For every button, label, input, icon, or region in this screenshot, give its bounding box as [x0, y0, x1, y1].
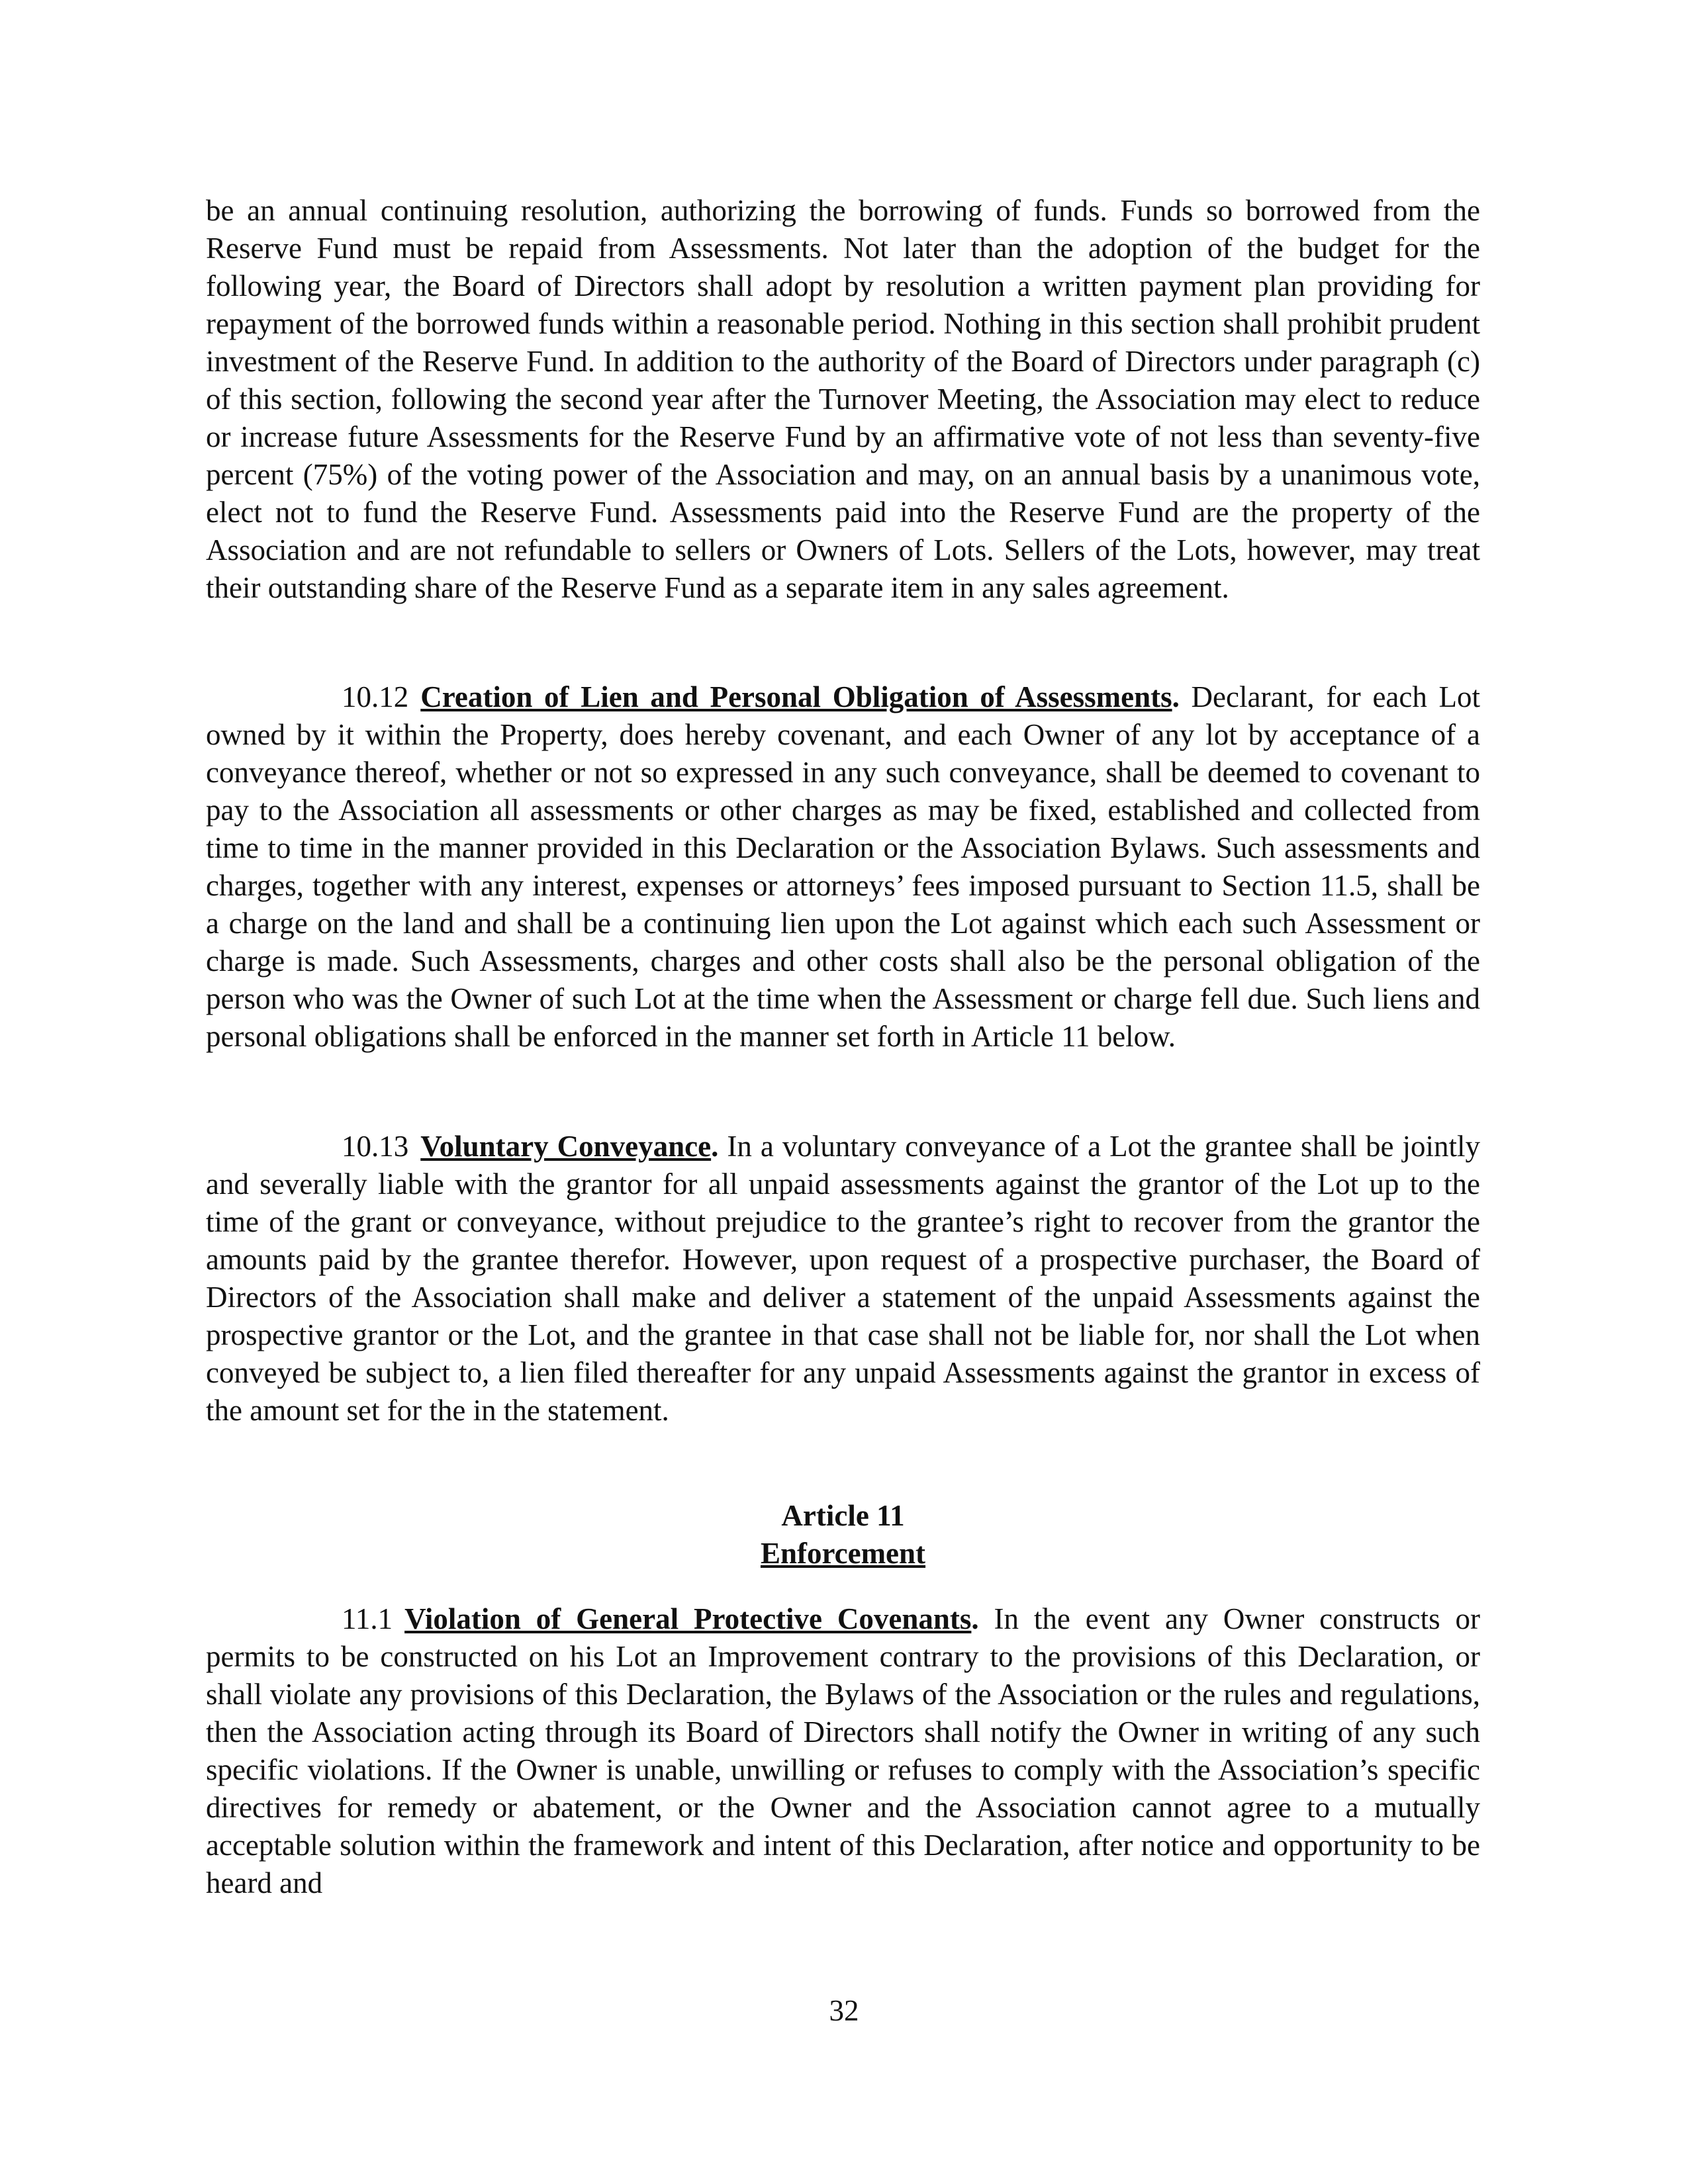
section-heading: Creation of Lien and Personal Obligation of Assessments [420, 680, 1172, 713]
heading-period: . [711, 1130, 719, 1163]
section-number: 11.1 [342, 1602, 393, 1635]
article-subtitle: Enforcement [760, 1537, 926, 1570]
section-body: In a voluntary conveyance of a Lot the grantee shall be jointly and severally liable with the grantor for all unpaid assessments against the grantor of the Lot up to the time of the grant or conveyance, without prejudice to the grantee’s right to recover from the grantor the amounts paid by the grantee therefor. However, upon request of a prospective purchaser, the Board of Directors of the Association shall make and deliver a statement of the unpaid Assessments against the prospective grantor or the Lot, and the grantee in that case shall not be liable for, nor shall the Lot when conveyed be subject to, a lien filed thereafter for any unpaid Assessments against the grantor in excess of the amount set for the in the statement. [206, 1130, 1481, 1427]
section-10-12 [206, 678, 1480, 1056]
page-number: 32 [829, 1994, 859, 2027]
section-body: In the event any Owner constructs or permits to be constructed on his Lot an Improvement contrary to the provisions of this Declaration, or shall violate any provisions of this Declaration, the Bylaws of the Association or the rules and regulations, then the Association acting through its Board of Directors shall notify the Owner in writing of any such specific violations. If the Owner is unable, unwilling or refuses to comply with the Association’s specific directives for remedy or abatement, or the Owner and the Association cannot agree to a mutually acceptable solution within the framework and intent of this Declaration, after notice and opportunity to be heard and [206, 1602, 1480, 1899]
section-10-13 [206, 1128, 1480, 1430]
article-title: Article 11 [781, 1499, 905, 1532]
section-number: 10.13 [342, 1130, 409, 1163]
heading-period: . [1172, 680, 1180, 713]
section-heading: Voluntary Conveyance [420, 1130, 712, 1163]
heading-period: . [971, 1602, 979, 1635]
article-heading [206, 1497, 1480, 1572]
section-number: 10.12 [342, 680, 409, 713]
section-body: Declarant, for each Lot owned by it within the Property, does hereby covenant, and each Owner of any lot by acceptance of a conveyance thereof, whether or not so expressed in any such conveyance, shall be deemed to covenant to pay to the Association all assessments or other charges as may be fixed, established and collected from time to time in the manner provided in this Declaration or the Association Bylaws. Such assessments and charges, together with any interest, expenses or attorneys’ fees imposed pursuant to Section 11.5, shall be a charge on the land and shall be a continuing lien upon the Lot against which each such Assessment or charge is made. Such Assessments, charges and other costs shall also be the personal obligation of the person who was the Owner of such Lot at the time when the Assessment or charge fell due. Such liens and personal obligations shall be enforced in the manner set forth in Article 11 below. [206, 680, 1481, 1053]
continuation-paragraph: be an annual continuing resolution, authorizing the borrowing of funds. Funds so borrowed from the Reserve Fund must be repaid from Assessments. Not later than the adoption of the budget for the following year, the Board of Directors shall adopt by resolution a written payment plan providing for repayment of the borrowed funds within a reasonable period. Nothing in this section shall prohibit prudent investment of the Reserve Fund. In addition to the authority of the Board of Directors under paragraph (c) of this section, following the second year after the Turnover Meeting, the Association may elect to reduce or increase future Assessments for the Reserve Fund by an affirmative vote of not less than seventy-five percent (75%) of the voting power of the Association and may, on an annual basis by a unanimous vote, elect not to fund the Reserve Fund. Assessments paid into the Reserve Fund are the property of the Association and are not refundable to sellers or Owners of Lots. Sellers of the Lots, however, may treat their outstanding share of the Reserve Fund as a separate item in any sales agreement. [206, 194, 1480, 604]
section-11-1 [206, 1600, 1480, 1902]
section-heading: Violation of General Protective Covenants [404, 1602, 972, 1635]
